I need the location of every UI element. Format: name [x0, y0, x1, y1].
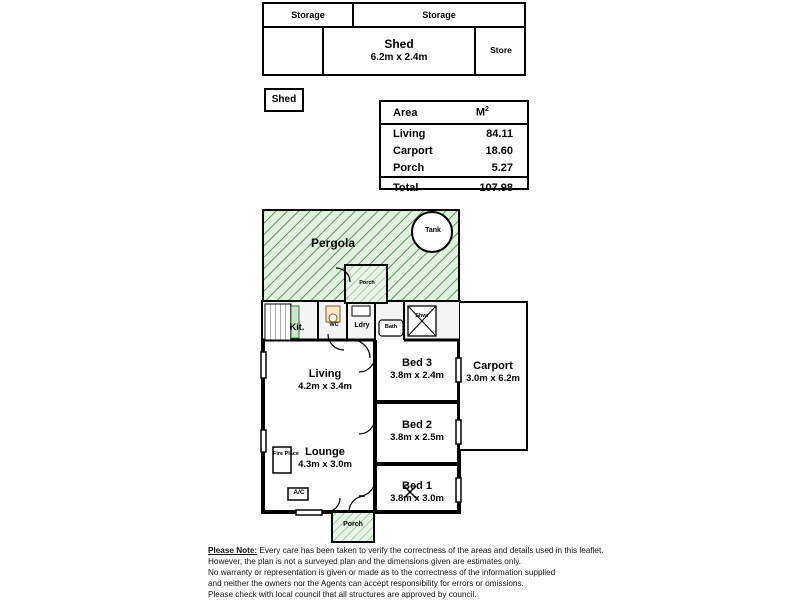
lounge-name: Lounge [305, 446, 345, 458]
bed1-name: Bed 1 [402, 480, 432, 492]
carport-dim: 3.0m x 6.2m [466, 373, 520, 385]
porch-top-label [352, 281, 382, 287]
area-row-total-label: Total [393, 182, 419, 194]
lounge-dim: 4.3m x 3.0m [298, 459, 352, 471]
wc-label [326, 323, 342, 329]
pergola-text: Pergola [310, 236, 355, 250]
lounge-label [283, 446, 367, 471]
kitchen-text: Kit. [289, 322, 305, 332]
porch-bottom-label [338, 521, 368, 528]
area-row-living-label: Living [393, 127, 426, 140]
living-name: Living [308, 368, 342, 380]
tank-text: Tank [425, 227, 441, 234]
carport-name: Carport [473, 360, 513, 372]
note-lead: Please Note: [208, 546, 258, 555]
shed-storage-right-label: Storage [422, 9, 456, 20]
bed3-label [381, 357, 453, 382]
laundry-text: Ldry [354, 322, 370, 329]
note-line-3: and neither the owners nor the Agents can accept responsibility for errors or omissions. [208, 578, 524, 588]
area-row-carport-label: Carport [393, 144, 433, 157]
bed2-name: Bed 2 [402, 419, 432, 431]
fireplace-text: Fire Place [273, 451, 299, 457]
area-row-porch-value: 5.27 [491, 161, 513, 174]
carport-label [462, 360, 524, 385]
area-row-total-value: 107.98 [479, 182, 513, 194]
shower-label [410, 314, 434, 320]
note-line-4: Please check with local council that all structures are approved by council. [208, 589, 477, 599]
bed3-dim: 3.8m x 2.4m [390, 370, 444, 382]
area-row-carport-value: 18.60 [485, 144, 513, 157]
shed-storage-left-label: Storage [291, 9, 325, 20]
area-header-unit-text: M [475, 106, 486, 119]
bath-text: Bath [384, 324, 398, 330]
kitchen-label [280, 322, 314, 333]
area-header-unit-sup: 2 [485, 106, 489, 114]
note-line-1: However, the plan is not a surveyed plan and the dimensions given are estimates only. [208, 556, 521, 566]
porch-bottom-text: Porch [343, 521, 363, 528]
bed2-dim: 3.8m x 2.5m [390, 432, 444, 444]
porch-top-text: Porch [359, 280, 375, 286]
living-label [283, 368, 367, 393]
area-header-label: Area [393, 106, 418, 119]
wc-text: WC [329, 322, 339, 328]
note-line-0 [208, 546, 788, 557]
laundry-label [351, 322, 373, 329]
shed-dim-label: 6.2m x 2.4m [370, 52, 428, 64]
shed-name-label: Shed [384, 37, 414, 52]
living-dim: 4.2m x 3.4m [298, 381, 352, 393]
area-row-porch-label: Porch [393, 161, 425, 174]
note-line-2: No warranty or representation is given or made as to the correctness of the information supplied [208, 567, 556, 577]
pergola-label [288, 236, 378, 250]
ac-label [289, 490, 309, 497]
bath-label [380, 325, 402, 331]
note-line-0-text: Every care has been taken to verify the correctness of the areas and details used in this leaflet. [257, 546, 604, 555]
bed1-label [381, 480, 453, 505]
shed-tag-label: Shed [271, 94, 297, 106]
ac-text: A/C [293, 489, 305, 496]
tank-label [418, 227, 448, 235]
bed3-name: Bed 3 [402, 357, 432, 369]
fireplace-label [273, 451, 299, 458]
bed1-dim: 3.8m x 3.0m [390, 493, 444, 505]
disclaimer-note [208, 546, 788, 601]
bed2-label [381, 419, 453, 444]
shower-text: Shwr [415, 313, 429, 319]
area-row-living-value: 84.11 [486, 127, 513, 140]
shed-store-label: Store [490, 45, 512, 56]
